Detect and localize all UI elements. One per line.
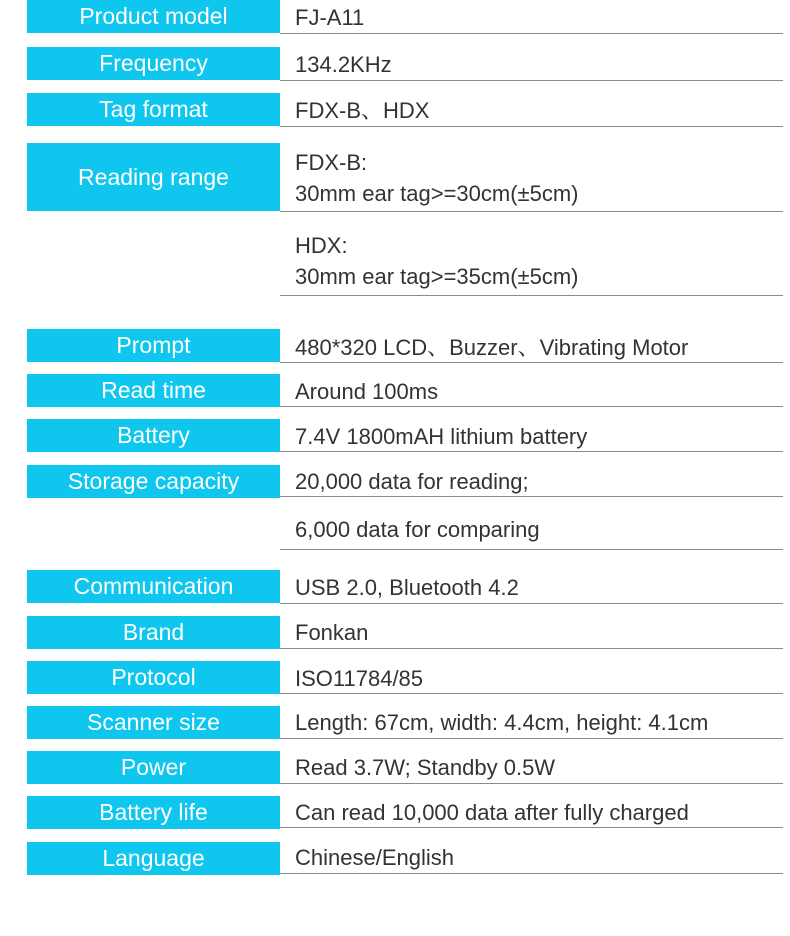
divider	[280, 80, 783, 81]
spec-label-storage-capacity: Storage capacity	[27, 465, 280, 498]
divider	[280, 33, 783, 34]
spec-value-battery: 7.4V 1800mAH lithium battery	[295, 424, 588, 449]
spec-value-scanner-size: Length: 67cm, width: 4.4cm, height: 4.1cm	[295, 710, 709, 735]
spec-label-product-model: Product model	[27, 0, 280, 33]
spec-label-battery: Battery	[27, 419, 280, 452]
spec-label-scanner-size: Scanner size	[27, 706, 280, 739]
divider	[280, 549, 783, 550]
spec-label-prompt: Prompt	[27, 329, 280, 362]
divider	[280, 738, 783, 739]
spec-label-language: Language	[27, 842, 280, 875]
spec-label-brand: Brand	[27, 616, 280, 649]
spec-value-reading-range-hdx: 30mm ear tag>=35cm(±5cm)	[295, 264, 579, 289]
spec-label-power: Power	[27, 751, 280, 784]
divider	[280, 362, 783, 363]
spec-value-reading-range-fdxb: 30mm ear tag>=30cm(±5cm)	[295, 181, 579, 206]
spec-label-battery-life: Battery life	[27, 796, 280, 829]
divider	[280, 827, 783, 828]
spec-value-tag-format: FDX-B、HDX	[295, 98, 430, 123]
divider	[280, 648, 783, 649]
spec-value-frequency: 134.2KHz	[295, 52, 392, 77]
spec-label-reading-range: Reading range	[27, 143, 280, 211]
spec-label-frequency: Frequency	[27, 47, 280, 80]
spec-value-battery-life: Can read 10,000 data after fully charged	[295, 800, 689, 825]
divider	[280, 211, 783, 212]
spec-value-protocol: ISO11784/85	[295, 666, 424, 691]
divider	[280, 451, 783, 452]
divider	[280, 783, 783, 784]
spec-value-storage-comparing: 6,000 data for comparing	[295, 517, 540, 542]
divider	[280, 603, 783, 604]
spec-label-tag-format: Tag format	[27, 93, 280, 126]
spec-value-language: Chinese/English	[295, 845, 454, 870]
spec-value-prompt: 480*320 LCD、Buzzer、Vibrating Motor	[295, 335, 689, 360]
spec-value-read-time: Around 100ms	[295, 379, 439, 404]
divider	[280, 295, 783, 296]
divider	[280, 126, 783, 127]
divider	[280, 873, 783, 874]
spec-label-protocol: Protocol	[27, 661, 280, 694]
spec-value-power: Read 3.7W; Standby 0.5W	[295, 755, 556, 780]
divider	[280, 406, 783, 407]
divider	[280, 693, 783, 694]
divider	[280, 496, 783, 497]
spec-value-reading-range-hdx-heading: HDX:	[295, 233, 348, 258]
spec-value-storage-reading: 20,000 data for reading;	[295, 469, 529, 494]
spec-value-product-model: FJ-A11	[295, 5, 365, 30]
spec-value-communication: USB 2.0, Bluetooth 4.2	[295, 575, 519, 600]
spec-value-brand: Fonkan	[295, 620, 369, 645]
spec-label-communication: Communication	[27, 570, 280, 603]
spec-label-read-time: Read time	[27, 374, 280, 407]
spec-value-reading-range-fdxb-heading: FDX-B:	[295, 150, 368, 175]
